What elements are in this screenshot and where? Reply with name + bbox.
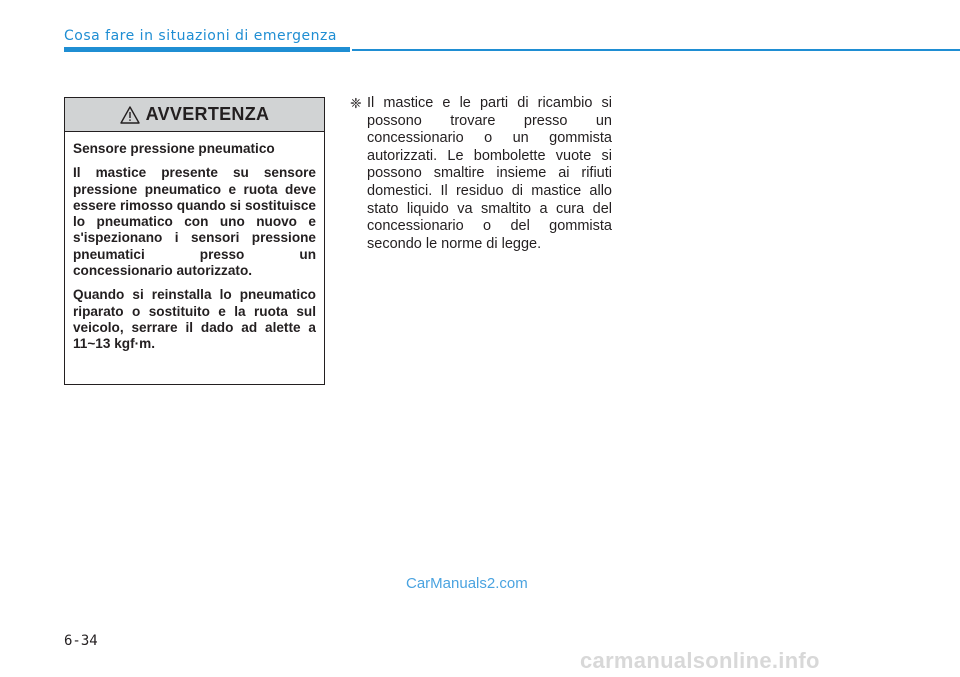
warning-box [64,97,325,385]
site-watermark: carmanualsonline.info [580,648,820,673]
note-block [350,95,612,253]
warning-header [65,98,324,132]
warning-subtitle: Sensore pressione pneumatico [73,141,275,156]
note-marker: ❈ [350,95,362,111]
warning-title: AVVERTENZA [145,104,270,124]
header-rule-thin [352,49,960,51]
warning-body [65,132,324,353]
warning-triangle-icon [120,106,140,124]
header-rule-thick [64,47,350,52]
section-title: Cosa fare in situazioni di emergenza [64,28,337,44]
watermark-link[interactable]: CarManuals2.com [406,575,528,592]
warning-paragraph-2: Quando si reinstalla lo pneumatico riparato o sostituito e la ruota sul veicolo, serrare il dado ad alette a 11~13 kgf·m. [73,287,316,352]
page-number: 6-34 [64,633,98,649]
note-text: Il mastice e le parti di ricambio si possono trovare presso un concessionario o un gommista autorizzati. Le bombolette vuote si possono smaltire insieme ai rifiuti domestici. Il residuo di mastice allo stato liquido va smaltito a cura del concessionario o del gommista secondo le norme di legge. [367,95,612,252]
warning-paragraph-1: Il mastice presente su sensore pressione pneumatico e ruota deve essere rimosso quando si sostituisce lo pneumatico con uno nuovo e s'ispezionano i sensori pressione pneumatici presso un concessionario autorizzato. [73,165,316,279]
